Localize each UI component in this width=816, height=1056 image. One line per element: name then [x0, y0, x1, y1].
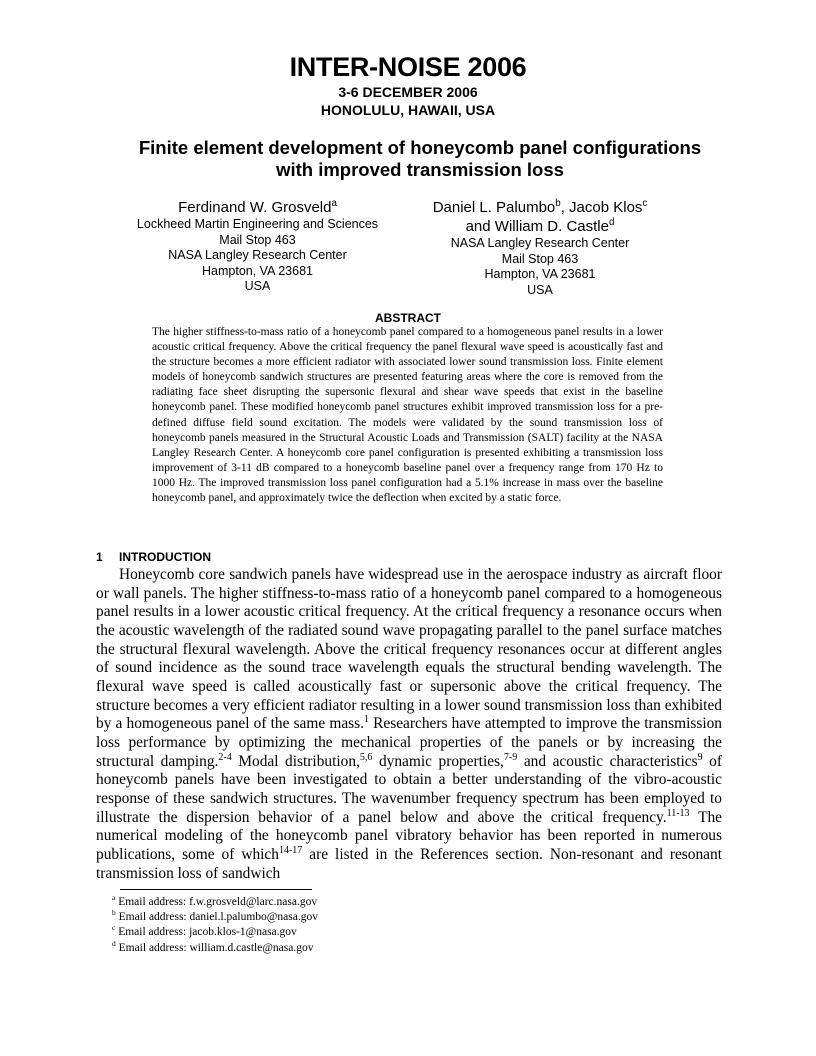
footnote-mark: a — [112, 893, 116, 903]
author-footnote-mark: b — [555, 198, 561, 209]
author-name-text: Daniel L. Palumbo — [432, 199, 556, 216]
section-heading — [96, 550, 211, 564]
footnote-text: Email address: william.d.castle@nasa.gov — [115, 941, 314, 954]
citation: 9 — [697, 751, 703, 763]
footnote-item — [112, 910, 318, 925]
footnote-text: Email address: f.w.grosveld@larc.nasa.gov — [115, 896, 318, 908]
body-text-run: of honeycomb panels have been investigated to obtain a better understanding of the vibro-acoustic response of these sandwich structures. The wavenumber frequency spectrum has been employed to illustrate the dispersion behavior of a panel below and above the critical frequency. — [96, 752, 722, 826]
citation: 2-4 — [218, 751, 232, 763]
author-footnote-mark: d — [608, 217, 615, 228]
citation: 14-17 — [278, 844, 303, 856]
footnote-mark: b — [112, 908, 116, 918]
body-text-run: dynamic properties, — [372, 752, 504, 770]
abstract-heading: ABSTRACT — [375, 311, 441, 325]
footnote-item — [112, 925, 318, 940]
body-text-run: are listed in the References section. Non-resonant and resonant transmission loss of sandwich — [96, 845, 722, 882]
author-name — [120, 198, 395, 217]
section-number: 1 — [96, 550, 103, 564]
paper-title-line-2: with improved transmission loss — [276, 159, 564, 180]
paper-title — [100, 137, 740, 181]
footnote-mark: d — [112, 938, 116, 948]
citation: 7-9 — [503, 751, 518, 763]
author-footnote-mark: c — [642, 198, 648, 209]
footnote-mark: c — [112, 923, 116, 933]
author-names-line-2 — [415, 217, 665, 236]
footnotes — [112, 895, 318, 956]
author-country: USA — [527, 282, 553, 297]
author-center: NASA Langley Research Center — [450, 236, 630, 250]
abstract-text: The higher stiffness-to-mass ratio of a honeycomb panel compared to a homogeneous panel results in a lower acoustic critical frequency. Above the critical frequency the panel flexural wave speed is acoustically fast and the structure becomes a more efficient radiator with associated lower sound transmission loss. Finite element models of honeycomb sandwich structures are presented featuring areas where the core is removed from the radiating face sheet disrupting the supersonic flexural and shear wave speeds that exist in the baseline honeycomb panel. These modified honeycomb panel structures exhibit improved transmission loss for a pre-defined diffuse field sound excitation. The models were validated by the sound transmission loss of honeycomb panels measured in the Structural Acoustic Loads and Transmission (SALT) facility at the NASA Langley Research Center. A honeycomb core panel configuration is presented exhibiting a transmission loss improvement of 3-11 dB compared to a honeycomb baseline panel over a frequency range from 170 Hz to 1000 Hz. The improved transmission loss panel configuration had a 5.1% increase in mass over the baseline honeycomb panel, and approximately twice the deflection when excited by a static force. — [152, 326, 663, 505]
author-city: Hampton, VA 23681 — [484, 267, 596, 281]
author-name-text: Ferdinand W. Grosveld — [178, 199, 332, 216]
citation: 1 — [363, 714, 369, 726]
body-text-run: Modal distribution, — [231, 752, 360, 770]
author-block-left — [120, 198, 395, 295]
author-name-text: , Jacob Klos — [560, 199, 643, 216]
section-title: INTRODUCTION — [119, 550, 211, 564]
body-text-run: The numerical modeling of the honeycomb panel vibratory behavior has been reported in numerous publications, some of which — [96, 808, 722, 863]
author-name-text: and William D. Castle — [465, 218, 609, 235]
footnote-item — [112, 938, 318, 956]
author-mailstop: Mail Stop 463 — [219, 232, 296, 247]
citation: 5,6 — [359, 751, 373, 763]
author-names-line-1 — [415, 198, 665, 217]
author-organization: Lockheed Martin Engineering and Sciences — [136, 217, 379, 231]
author-center: NASA Langley Research Center — [168, 248, 347, 262]
author-mailstop: Mail Stop 463 — [501, 251, 579, 266]
body-text-run: Researchers have attempted to improve the transmission loss performance by optimizing the mechanical properties of the panels or by increasing the structural damping. — [96, 715, 722, 770]
footnote-text: Email address: daniel.l.palumbo@nasa.gov — [115, 911, 318, 924]
conference-location: HONOLULU, HAWAII, USA — [320, 102, 496, 118]
footnote-divider — [120, 889, 312, 890]
introduction-paragraph — [96, 566, 722, 883]
conference-date: 3-6 DECEMBER 2006 — [338, 84, 478, 100]
author-city: Hampton, VA 23681 — [202, 263, 313, 278]
conference-title: INTER-NOISE 2006 — [289, 52, 527, 82]
citation: 11-13 — [666, 807, 690, 819]
author-country: USA — [244, 279, 271, 293]
body-text-run: and acoustic characteristics — [517, 752, 698, 770]
paper-title-line-1: Finite element development of honeycomb panel configurations — [138, 137, 702, 158]
author-block-right — [415, 198, 665, 298]
author-footnote-mark: a — [331, 198, 337, 209]
footnote-item — [112, 895, 318, 910]
body-text-run: Honeycomb core sandwich panels have widespread use in the aerospace industry as aircraft floor or wall panels. The higher stiffness-to-mass ratio of a honeycomb panel compared to a homogeneous panel results in a lower acoustic critical frequency. At the critical frequency a resonance occurs when the acoustic wavelength of the radiated sound wave propagating parallel to the panel surface matches the structural flexural wavelength. Above the critical frequency resonances occur at different angles of sound incidence as the sound trace wavelength equals the structural bending wavelength. The flexural wave speed is called acoustically fast or supersonic above the critical frequency. The structure becomes a very efficient radiator resulting in a lower sound transmission loss than exhibited by a homogeneous panel of the same mass. — [96, 566, 722, 733]
footnote-text: Email address: jacob.klos-1@nasa.gov — [115, 926, 297, 939]
